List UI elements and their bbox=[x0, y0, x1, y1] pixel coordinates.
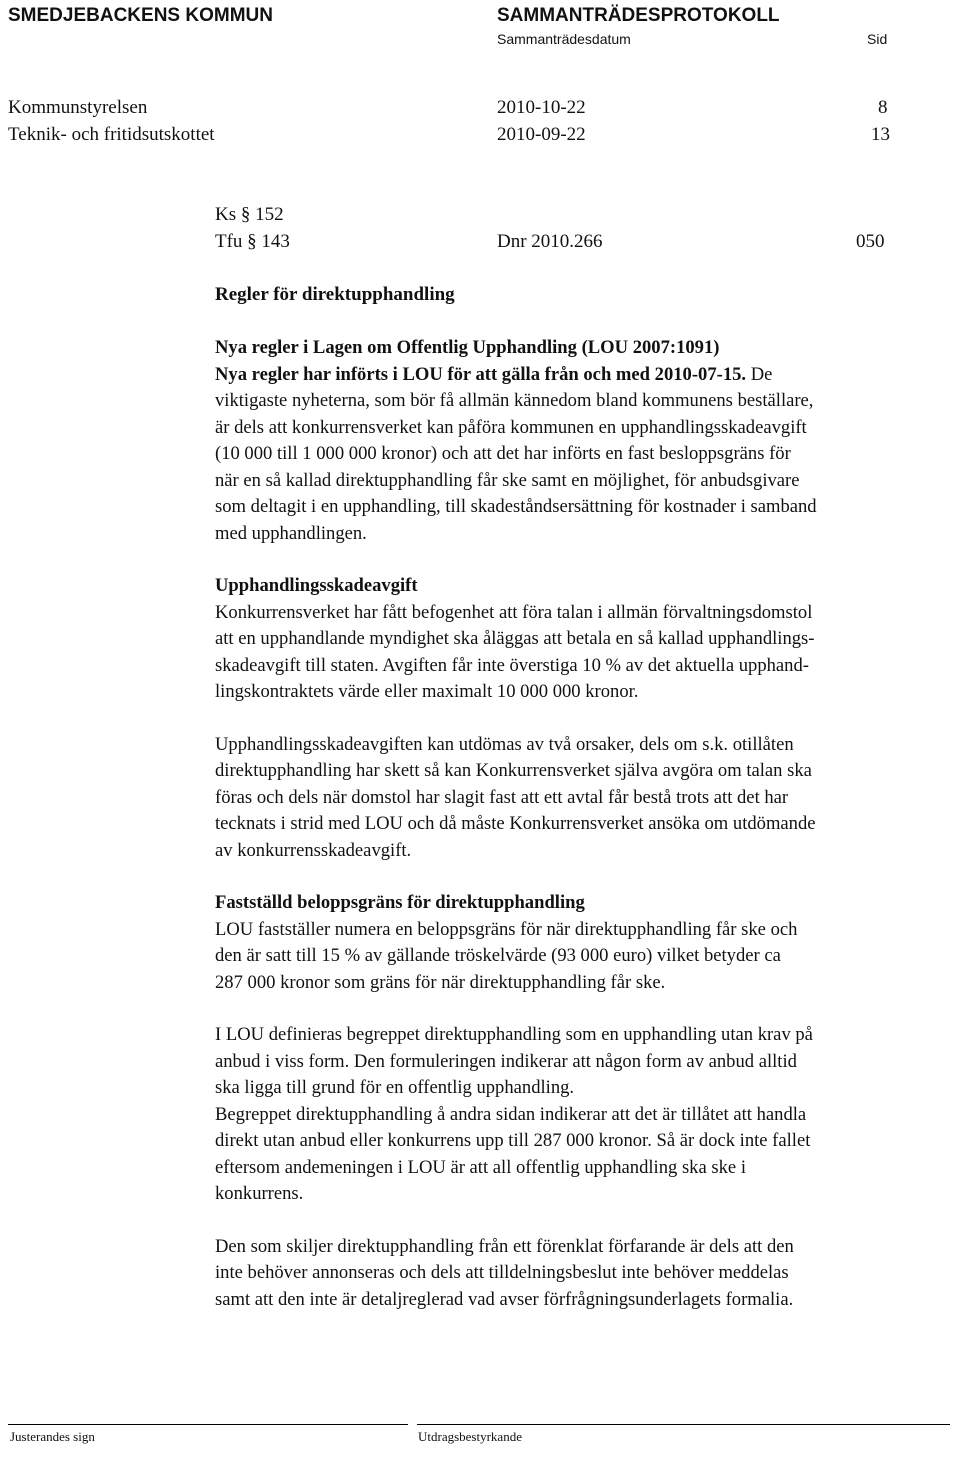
intro-paragraph bbox=[215, 335, 960, 547]
protocol-title: SAMMANTRÄDESPROTOKOLL bbox=[497, 5, 780, 26]
intro-line: när en så kallad direktupphandling får ske samt en möjlighet, för anbudsgivare bbox=[215, 469, 800, 491]
body-line: Upphandlingsskadeavgiften kan utdömas av två orsaker, dels om s.k. otillåten bbox=[215, 733, 794, 755]
intro-line: viktigaste nyheterna, som bör få allmän kännedom bland kommunens beställare, bbox=[215, 390, 814, 411]
intro-heading-line: Nya regler har införts i LOU för att gälla från och med 2010-07-15. bbox=[215, 363, 747, 385]
body-line: anbud i viss form. Den formuleringen indikerar att någon form av anbud alltid bbox=[215, 1050, 797, 1072]
page-title: Regler för direktupphandling bbox=[215, 284, 455, 305]
intro-line: som deltagit i en upphandling, till skadeståndsersättning för kostnader i samband bbox=[215, 496, 817, 517]
section-threshold-paragraph-3 bbox=[215, 1234, 960, 1314]
signature-label: Justerandes sign bbox=[10, 1429, 95, 1444]
document-body bbox=[215, 335, 960, 1313]
date-column-label: Sammanträdesdatum bbox=[497, 31, 631, 47]
section-threshold-paragraph-2 bbox=[215, 1022, 960, 1208]
body-line: konkurrens. bbox=[215, 1183, 304, 1204]
body-line: direktupphandling har skett så kan Konkurrensverket själva avgöra om talan ska bbox=[215, 760, 812, 781]
body-line: tecknats i strid med LOU och då måste Konkurrensverket ansöka om utdömande bbox=[215, 813, 816, 834]
body-line: ska ligga till grund för en offentlig upphandling. bbox=[215, 1077, 575, 1098]
body-line: eftersom andemeningen i LOU är att all offentlig upphandling ska ske i bbox=[215, 1156, 746, 1178]
body-line: 287 000 kronor som gräns för när direktupphandling får ske. bbox=[215, 971, 666, 993]
body-line: lingskontraktets värde eller maximalt 10 000 000 kronor. bbox=[215, 681, 639, 702]
body-line: Konkurrensverket har fått befogenhet att föra talan i allmän förvaltningsdomstol bbox=[215, 601, 813, 623]
body-line: I LOU definieras begreppet direktupphandling som en upphandling utan krav på bbox=[215, 1024, 813, 1045]
intro-line: är dels att konkurrensverket kan påföra kommunen en upphandlingsskadeavgift bbox=[215, 416, 807, 438]
section-heading: Upphandlingsskadeavgift bbox=[215, 575, 418, 596]
tfu-paragraph-ref: Tfu § 143 bbox=[215, 231, 290, 252]
section-threshold-paragraph bbox=[215, 890, 960, 996]
section-heading: Fastställd beloppsgräns för direktupphandling bbox=[215, 892, 585, 913]
body-line: föras och dels när domstol har slagit fast att ett avtal får bestå trots att det har bbox=[215, 786, 789, 808]
header-row-page: 13 bbox=[871, 124, 890, 145]
extract-certification-label: Utdragsbestyrkande bbox=[418, 1429, 522, 1444]
header-row-date: 2010-10-22 bbox=[497, 97, 586, 118]
body-line: att en upphandlande myndighet ska åläggas att betala en så kallad upphandlings- bbox=[215, 628, 815, 649]
header-row-date: 2010-09-22 bbox=[497, 124, 586, 145]
header-row-body: Kommunstyrelsen bbox=[8, 97, 148, 118]
intro-line: med upphandlingen. bbox=[215, 522, 367, 544]
header-row-body: Teknik- och fritidsutskottet bbox=[8, 124, 215, 145]
body-line: skadeavgift till staten. Avgiften får inte överstiga 10 % av det aktuella upphand- bbox=[215, 654, 809, 676]
diary-number: Dnr 2010.266 bbox=[497, 231, 603, 252]
body-line: samt att den inte är detaljreglerad vad avser förfrågningsunderlagets formalia. bbox=[215, 1288, 794, 1310]
page-column-label: Sid bbox=[867, 31, 888, 47]
body-line: av konkurrensskadeavgift. bbox=[215, 839, 412, 861]
section-fee-paragraph bbox=[215, 573, 960, 706]
footer-divider bbox=[8, 1424, 408, 1425]
intro-line bbox=[215, 362, 960, 389]
intro-line: (10 000 till 1 000 000 kronor) och att det har införts en fast besloppsgräns för bbox=[215, 443, 791, 464]
body-line: LOU fastställer numera en beloppsgräns för när direktupphandling får ske och bbox=[215, 918, 798, 940]
municipality-name: SMEDJEBACKENS KOMMUN bbox=[8, 5, 273, 26]
header-row-page: 8 bbox=[878, 97, 888, 118]
section-fee-paragraph-2 bbox=[215, 732, 960, 865]
intro-inline-text: De bbox=[750, 363, 773, 385]
intro-heading-line: Nya regler i Lagen om Offentlig Upphandling (LOU 2007:1091) bbox=[215, 337, 720, 358]
footer-divider bbox=[417, 1424, 950, 1425]
body-line: Den som skiljer direktupphandling från ett förenklat förfarande är dels att den bbox=[215, 1235, 794, 1257]
ks-paragraph-ref: Ks § 152 bbox=[215, 204, 284, 225]
body-line: Begreppet direktupphandling å andra sidan indikerar att det är tillåtet att handla bbox=[215, 1103, 807, 1125]
body-line: direkt utan anbud eller konkurrens upp till 287 000 kronor. Så är dock inte fallet bbox=[215, 1130, 811, 1151]
body-line: den är satt till 15 % av gällande tröskelvärde (93 000 euro) vilket betyder ca bbox=[215, 945, 781, 966]
body-line: inte behöver annonseras och dels att tilldelningsbeslut inte behöver meddelas bbox=[215, 1262, 789, 1283]
archive-code: 050 bbox=[856, 231, 885, 252]
